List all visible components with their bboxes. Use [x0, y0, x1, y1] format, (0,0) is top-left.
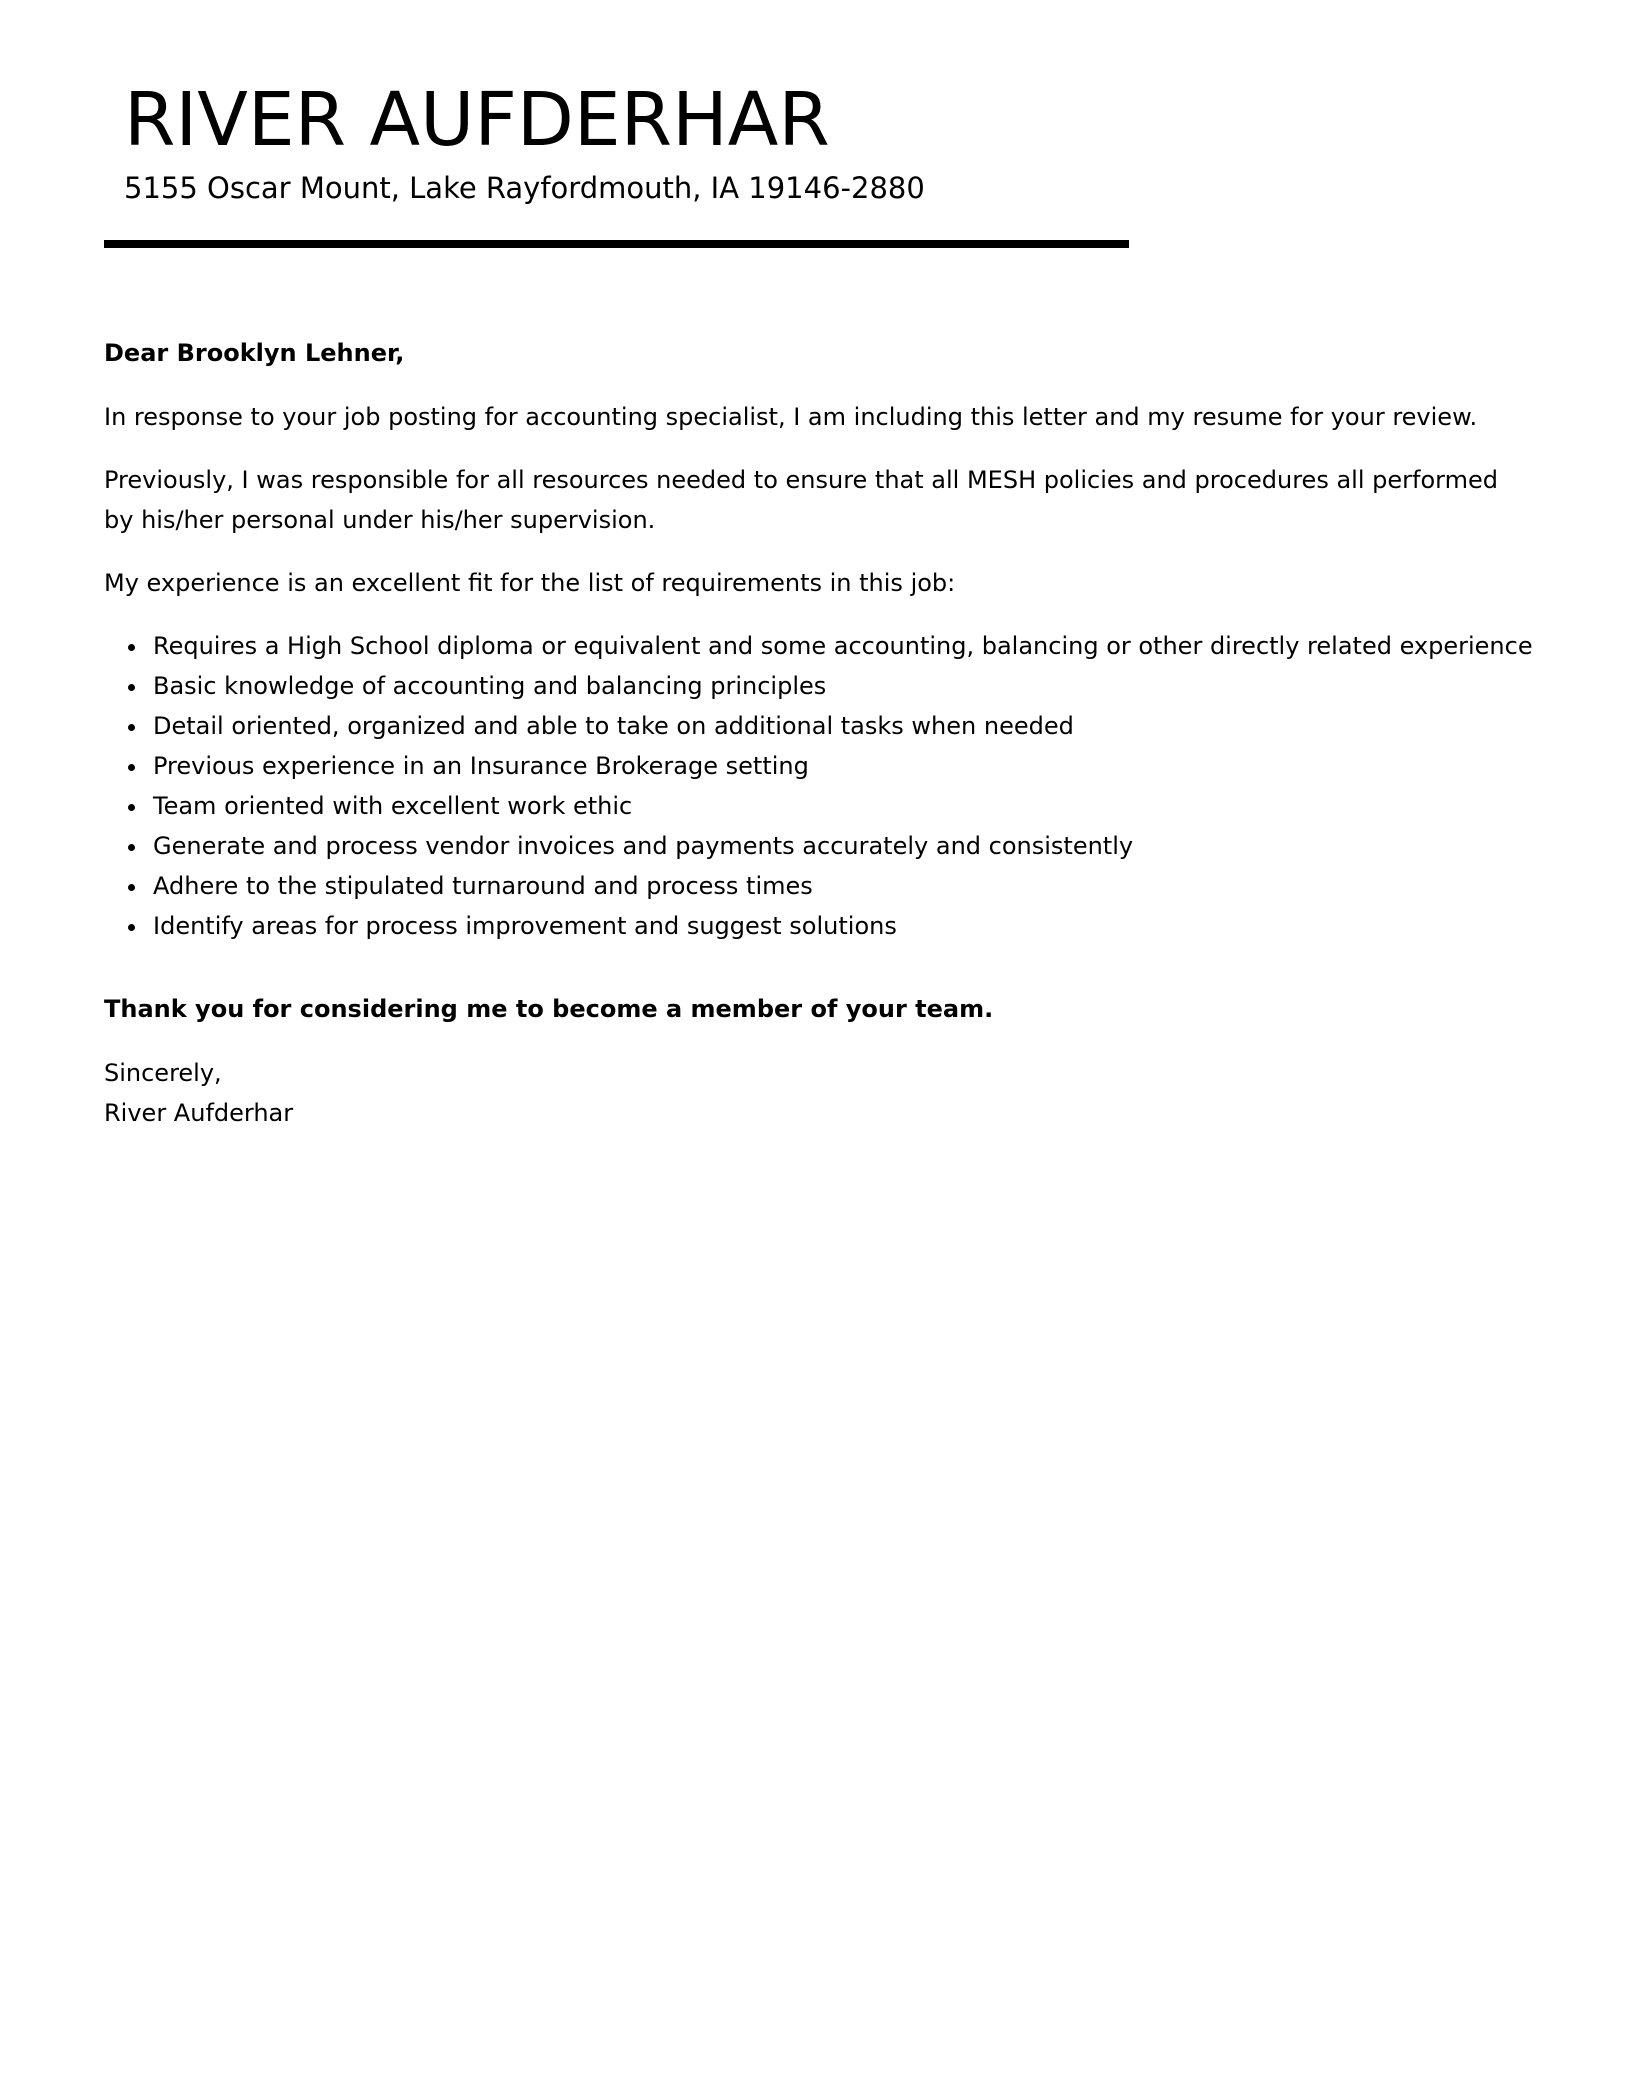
salutation: Dear Brooklyn Lehner, [104, 339, 405, 367]
bullet-icon [128, 804, 135, 811]
list-item-text: Generate and process vendor invoices and payments accurately and consistently [153, 832, 1134, 860]
letter-body [104, 333, 1534, 1133]
bullet-icon [128, 644, 135, 651]
list-item [104, 666, 1534, 706]
applicant-address: 5155 Oscar Mount, Lake Rayfordmouth, IA 19146-2880 [124, 171, 925, 205]
list-item-text: Identify areas for process improvement and suggest solutions [153, 912, 897, 940]
list-item [104, 866, 1534, 906]
requirements-list [104, 626, 1534, 946]
list-item-text: Adhere to the stipulated turnaround and process times [153, 872, 813, 900]
bullet-icon [128, 884, 135, 891]
letter-header [124, 72, 925, 208]
list-item-text: Team oriented with excellent work ethic [153, 792, 633, 820]
list-item-text: Basic knowledge of accounting and balancing principles [153, 672, 827, 700]
list-item [104, 826, 1534, 866]
closing-statement: Thank you for considering me to become a member of your team. [104, 995, 994, 1023]
signoff: Sincerely, [104, 1059, 222, 1087]
experience-paragraph: Previously, I was responsible for all resources needed to ensure that all MESH policies and procedures all performed by his/her personal under his/her supervision. [104, 466, 1498, 534]
list-item [104, 746, 1534, 786]
bullet-icon [128, 924, 135, 931]
intro-paragraph: In response to your job posting for accounting specialist, I am including this letter and my resume for your review. [104, 403, 1478, 431]
bullet-icon [128, 724, 135, 731]
list-item [104, 786, 1534, 826]
bullet-icon [128, 764, 135, 771]
list-item-text: Requires a High School diploma or equivalent and some accounting, balancing or other directly related experience [153, 632, 1533, 660]
list-item [104, 706, 1534, 746]
requirements-intro: My experience is an excellent fit for the list of requirements in this job: [104, 569, 956, 597]
applicant-name: RIVER AUFDERHAR [124, 77, 830, 163]
list-item [104, 626, 1534, 666]
header-divider [104, 240, 1129, 248]
list-item-text: Previous experience in an Insurance Brokerage setting [153, 752, 809, 780]
signature-name: River Aufderhar [104, 1099, 294, 1127]
bullet-icon [128, 844, 135, 851]
list-item-text: Detail oriented, organized and able to take on additional tasks when needed [153, 712, 1074, 740]
list-item [104, 906, 1534, 946]
bullet-icon [128, 684, 135, 691]
